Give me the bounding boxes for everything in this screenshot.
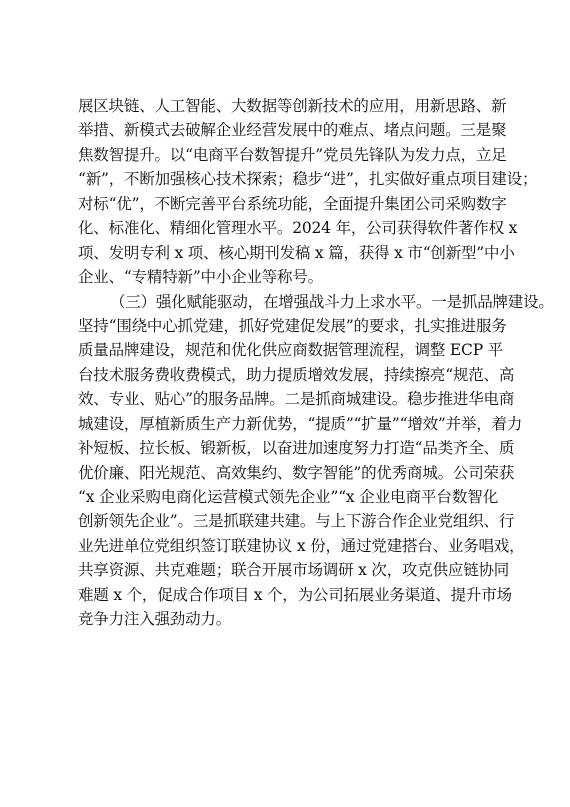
text-line: 展区块链、人工智能、大数据等创新技术的应用，用新思路、新 (78, 97, 507, 115)
text-line: “新”，不断加强核心技术探索；稳步“进”，扎实做好重点项目建设； (78, 170, 538, 189)
text-line: 效、专业、贴心”的服务品牌。二是抓商城建设。稳步推进华电商 (78, 390, 515, 409)
text-line: 项、发明专利 x 项、核心期刊发稿 x 篇，获得 x 市“创新型”中小 (78, 243, 515, 262)
text-line: 举措、新模式去破解企业经营发展中的难点、堵点问题。三是聚 (78, 121, 507, 140)
text-line: 化、标准化、精细化管理水平。2024 年，公司获得软件著作权 x (78, 219, 518, 238)
text-line: 企业、“专精特新”中小企业等称号。 (78, 268, 323, 287)
text-line: 坚持“围绕中心抓党建，抓好党建促发展”的要求，扎实推进服务 (78, 316, 507, 335)
text-line: “x 企业采购电商化运营模式领先企业”“x 企业电商平台数智化 (78, 488, 498, 506)
text-line: 竞争力注入强劲动力。 (78, 610, 232, 629)
text-line: 共享资源、共克难题；联合开展市场调研 x 次，攻克供应链协同 (78, 561, 510, 580)
text-line: 台技术服务费收费模式，助力提质增效发展，持续擦亮“规范、高 (78, 365, 515, 384)
text-line: 焦数智提升。以“电商平台数智提升”党员先锋队为发力点，立足 (78, 145, 507, 164)
text-line: 质量品牌建设，规范和优化供应商数据管理流程，调整 ECP 平 (78, 341, 503, 360)
body-text (78, 94, 554, 632)
text-line: 城建设，厚植新质生产力新优势，“提质”“扩量”“增效”并举，着力 (78, 414, 523, 433)
text-line: 难题 x 个，促成合作项目 x 个，为公司拓展业务渠道、提升市场 (78, 585, 512, 604)
text-line: 补短板、拉长板、锻新板，以奋进加速度努力打造“品类齐全、质 (78, 439, 515, 458)
text-line: 创新领先企业”。三是抓联建共建。与上下游合作企业党组织、行 (78, 512, 515, 531)
text-line: 业先进单位党组织签订联建协议 x 份，通过党建搭台、业务唱戏， (78, 536, 525, 555)
text-line: 对标“优”，不断完善平台系统功能，全面提升集团公司采购数字 (78, 194, 507, 213)
text-line: 优价廉、阳光规范、高效集约、数字智能”的优秀商城。公司荣获 (78, 463, 515, 482)
section-heading-line: （三）强化赋能驱动，在增强战斗力上求水平。一是抓品牌建设。 (110, 292, 554, 311)
